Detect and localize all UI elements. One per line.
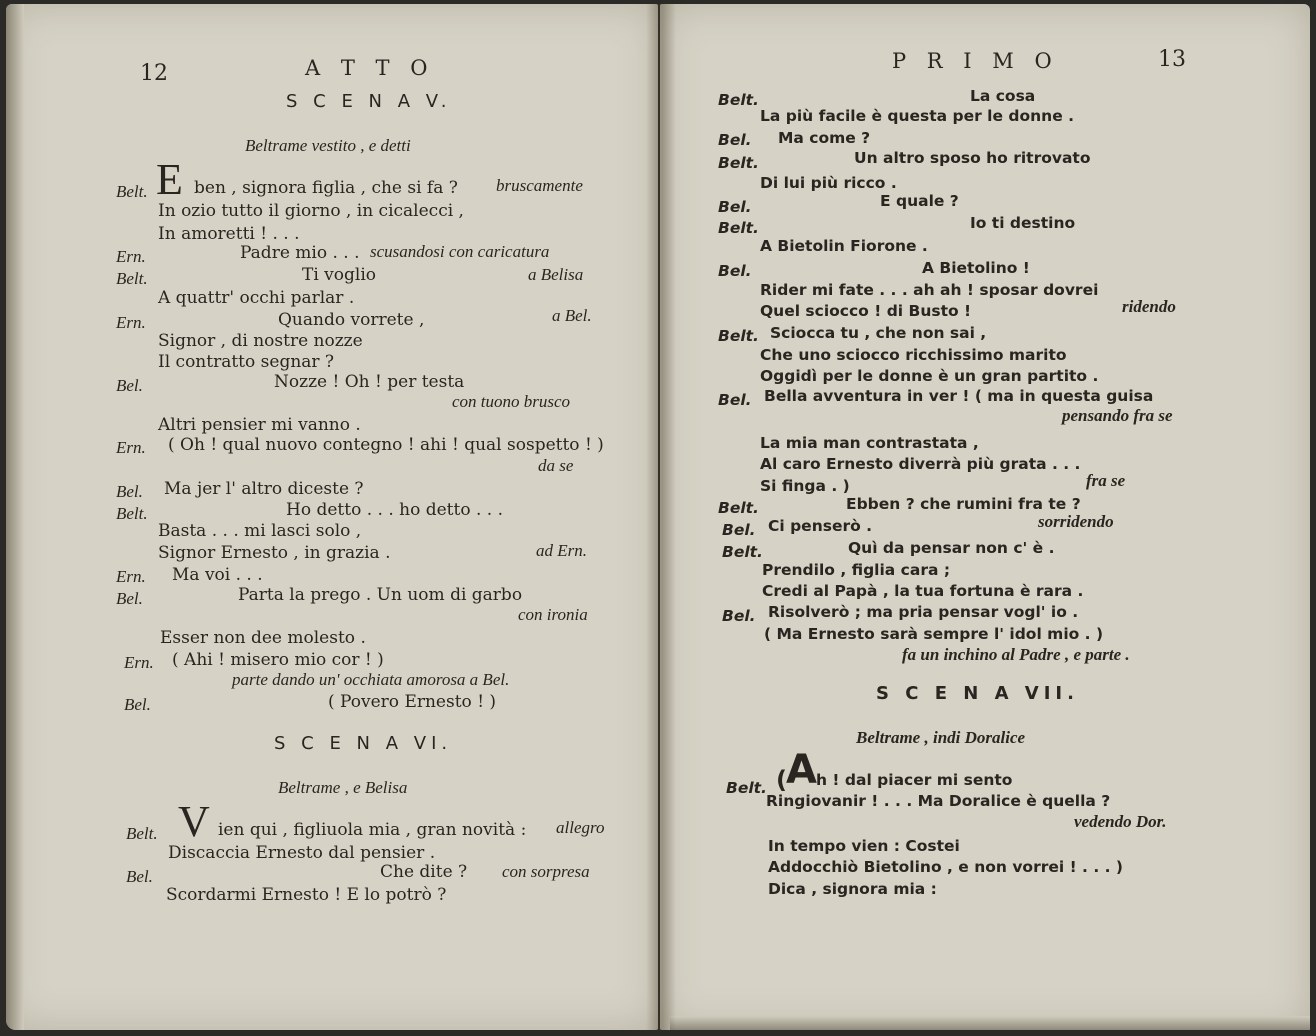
verse-line: Ebben ? che rumini fra te ? xyxy=(846,495,1081,513)
verse-line: Scordarmi Ernesto ! E lo potrò ? xyxy=(166,885,447,905)
stage-note: scusandosi con caricatura xyxy=(370,242,550,261)
stage-note: allegro xyxy=(556,818,605,837)
speaker: Ern. xyxy=(116,313,146,332)
speaker: Belt. xyxy=(116,504,148,523)
running-head-left: A T T O xyxy=(305,56,435,80)
verse-line: Dica , signora mia : xyxy=(768,880,937,898)
verse-line: E quale ? xyxy=(880,192,959,210)
stage-direction: Beltrame , e Belisa xyxy=(278,778,408,797)
speaker: Bel. xyxy=(116,589,143,608)
stage-note: fa un inchino al Padre , e parte . xyxy=(902,645,1130,664)
verse-line: Ci penserò . xyxy=(768,517,873,535)
verse-line: Basta . . . mi lasci solo , xyxy=(158,521,362,541)
stage-note: bruscamente xyxy=(496,176,583,195)
verse-line: Bella avventura in ver ! ( ma in questa guisa xyxy=(764,387,1154,405)
stage-note: a Bel. xyxy=(552,306,592,325)
drop-cap: E xyxy=(156,155,183,204)
stage-note: da se xyxy=(538,456,574,475)
speaker: Bel. xyxy=(722,607,756,625)
verse-line: Il contratto segnar ? xyxy=(158,352,335,372)
page-edge-bottom xyxy=(670,1016,1310,1030)
verse-line: In ozio tutto il giorno , in cicalecci , xyxy=(158,201,464,221)
stage-direction: Beltrame vestito , e detti xyxy=(245,136,411,155)
book-gutter xyxy=(646,4,676,1030)
page-number-left: 12 xyxy=(140,61,168,86)
speaker: Bel. xyxy=(718,262,752,280)
verse-line: Al caro Ernesto diverrà più grata . . . xyxy=(760,455,1081,473)
speaker: Belt. xyxy=(718,499,759,517)
drop-cap: V xyxy=(178,797,210,846)
stage-note: fra se xyxy=(1086,471,1126,490)
verse-line: Che uno sciocco ricchissimo marito xyxy=(760,346,1067,364)
verse-line: Ti voglio xyxy=(302,265,377,285)
stage-note: ridendo xyxy=(1122,297,1176,316)
verse-line: La cosa xyxy=(970,87,1036,105)
verse-line: Un altro sposo ho ritrovato xyxy=(854,149,1091,167)
verse-line: Sciocca tu , che non sai , xyxy=(770,324,987,342)
page-edge xyxy=(6,4,24,1030)
verse-line: Ma come ? xyxy=(778,129,871,147)
scene-title: S C E N A V. xyxy=(286,91,452,112)
verse-line: Rider mi fate . . . ah ah ! sposar dovrei xyxy=(760,281,1099,299)
verse-line: Credi al Papà , la tua fortuna è rara . xyxy=(762,582,1084,600)
verse-line: ben , signora figlia , che si fa ? xyxy=(194,178,458,198)
scene-title: S C E N A VI. xyxy=(274,733,453,754)
verse-line: Ringiovanir ! . . . Ma Doralice è quella ? xyxy=(766,792,1111,810)
verse-line: Altri pensier mi vanno . xyxy=(158,415,361,435)
verse-line: Prendilo , figlia cara ; xyxy=(762,561,951,579)
verse-line: ( Ma Ernesto sarà sempre l' idol mio . ) xyxy=(764,625,1104,643)
verse-line: Padre mio . . . xyxy=(240,243,360,263)
verse-line: Signor , di nostre nozze xyxy=(158,331,363,351)
verse-line: Parta la prego . Un uom di garbo xyxy=(238,585,523,605)
speaker: Bel. xyxy=(116,482,143,501)
speaker: Belt. xyxy=(722,543,763,561)
verse-line: Oggidì per le donne è un gran partito . xyxy=(760,367,1099,385)
verse-line: In amoretti ! . . . xyxy=(158,224,300,244)
speaker: Bel. xyxy=(722,521,756,539)
stage-note: con sorpresa xyxy=(502,862,590,881)
verse-line: La più facile è questa per le donne . xyxy=(760,107,1075,125)
speaker: Bel. xyxy=(718,131,752,149)
speaker: Bel. xyxy=(116,376,143,395)
speaker: Bel. xyxy=(126,867,153,886)
speaker: Belt. xyxy=(116,182,148,201)
verse-line: A Bietolin Fiorone . xyxy=(760,237,928,255)
verse-line: Addocchiò Bietolino , e non vorrei ! . . . ) xyxy=(768,858,1123,876)
verse-line: h ! dal piacer mi sento xyxy=(816,771,1013,789)
verse-line: Quel sciocco ! di Busto ! xyxy=(760,302,972,320)
verse-line: Io ti destino xyxy=(970,214,1076,232)
speaker: Bel. xyxy=(124,695,151,714)
verse-line: La mia man contrastata , xyxy=(760,434,979,452)
stage-note: con ironia xyxy=(518,605,588,624)
stage-note: pensando fra se xyxy=(1062,406,1173,425)
verse-line: Signor Ernesto , in grazia . xyxy=(158,543,391,563)
speaker: Ern. xyxy=(116,247,146,266)
verse-line: ien qui , figliuola mia , gran novità : xyxy=(218,820,527,840)
speaker: Bel. xyxy=(718,198,752,216)
verse-line: Ma voi . . . xyxy=(172,565,263,585)
stage-note: parte dando un' occhiata amorosa a Bel. xyxy=(232,670,510,689)
verse-line: ( Povero Ernesto ! ) xyxy=(328,692,497,712)
verse-line: In tempo vien : Costei xyxy=(768,837,960,855)
running-head-right: P R I M O xyxy=(892,49,1059,73)
speaker: Ern. xyxy=(116,567,146,586)
bracket: ( xyxy=(776,766,787,794)
page-number-right: 13 xyxy=(1158,47,1186,72)
verse-line: Quando vorrete , xyxy=(278,310,425,330)
stage-note: sorridendo xyxy=(1038,512,1114,531)
speaker: Belt. xyxy=(116,269,148,288)
stage-note: a Belisa xyxy=(528,265,584,284)
verse-line: Risolverò ; ma pria pensar vogl' io . xyxy=(768,603,1079,621)
speaker: Bel. xyxy=(718,391,752,409)
speaker: Ern. xyxy=(116,438,146,457)
verse-line: Nozze ! Oh ! per testa xyxy=(274,372,465,392)
speaker: Belt. xyxy=(718,154,759,172)
speaker: Belt. xyxy=(718,219,759,237)
verse-line: Ma jer l' altro diceste ? xyxy=(164,479,364,499)
stage-note: ad Ern. xyxy=(536,541,587,560)
scene-title: S C E N A VII. xyxy=(876,683,1079,704)
verse-line: ( Oh ! qual nuovo contegno ! ahi ! qual sospetto ! ) xyxy=(168,435,604,455)
verse-line: Che dite ? xyxy=(380,862,468,882)
verse-line: Quì da pensar non c' è . xyxy=(848,539,1055,557)
verse-line: Ho detto . . . ho detto . . . xyxy=(286,500,503,520)
verse-line: Esser non dee molesto . xyxy=(160,628,366,648)
verse-line: A quattr' occhi parlar . xyxy=(158,288,355,308)
speaker: Ern. xyxy=(124,653,154,672)
speaker: Belt. xyxy=(726,779,767,797)
stage-direction: Beltrame , indi Doralice xyxy=(856,728,1026,747)
speaker: Belt. xyxy=(718,327,759,345)
verse-line: Si finga . ) xyxy=(760,477,850,495)
stage-note: con tuono brusco xyxy=(452,392,571,411)
verse-line: Discaccia Ernesto dal pensier . xyxy=(168,843,436,863)
drop-cap: A xyxy=(786,747,817,793)
verse-line: ( Ahi ! misero mio cor ! ) xyxy=(172,650,384,670)
verse-line: Di lui più ricco . xyxy=(760,174,897,192)
speaker: Belt. xyxy=(126,824,158,843)
stage-note: vedendo Dor. xyxy=(1074,812,1167,831)
speaker: Belt. xyxy=(718,91,759,109)
verse-line: A Bietolino ! xyxy=(922,259,1030,277)
